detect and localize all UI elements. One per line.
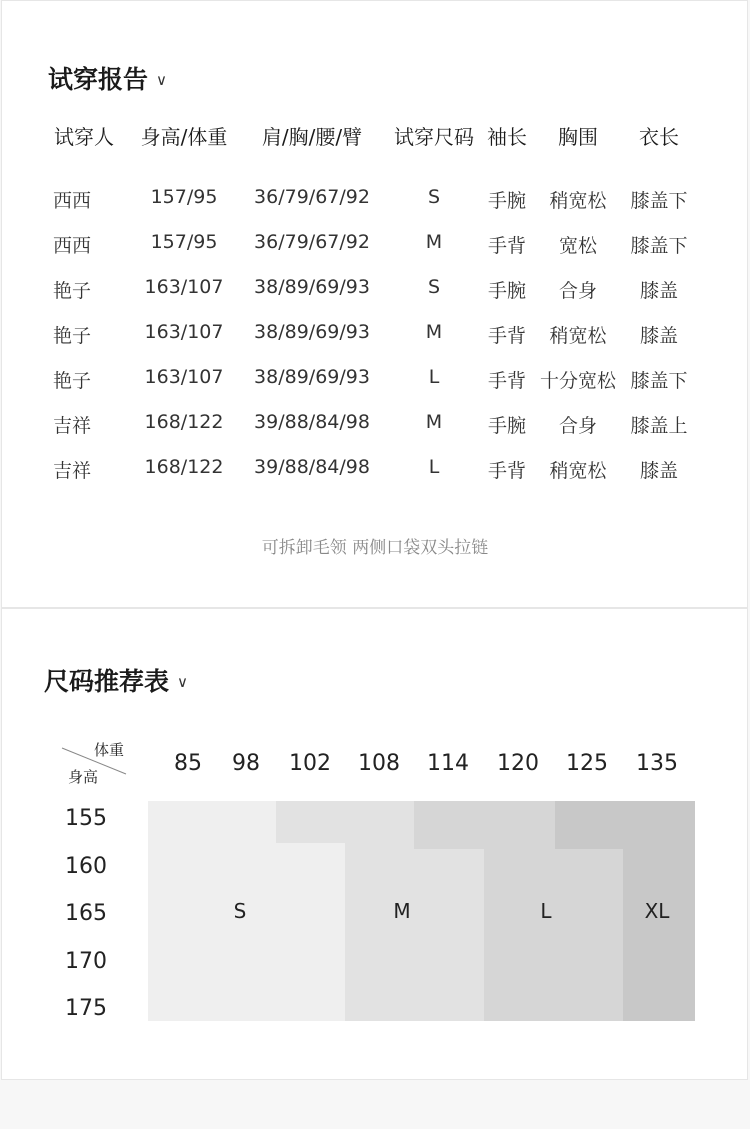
table-cell-tester: 西西 <box>52 190 92 212</box>
table-cell-body-measurements: 39/88/84/98 <box>254 411 370 433</box>
size-zone-m <box>345 843 484 1021</box>
table-cell-bust: 宽松 <box>558 235 598 257</box>
height-tick: 170 <box>65 949 107 974</box>
weight-tick: 102 <box>289 751 331 776</box>
table-cell-body-measurements: 39/88/84/98 <box>254 456 370 478</box>
size-chart-header[interactable] <box>44 662 188 698</box>
weight-tick: 98 <box>232 751 260 776</box>
weight-tick: 135 <box>636 751 678 776</box>
table-cell-tester: 西西 <box>52 235 92 257</box>
column-header-bust: 胸围 <box>558 125 598 149</box>
table-cell-tester: 吉祥 <box>52 460 92 482</box>
trial-report-header[interactable] <box>48 60 167 96</box>
chevron-down-icon[interactable]: ∨ <box>156 71 167 89</box>
size-zone-s <box>148 843 345 1021</box>
size-zone-m <box>276 801 414 843</box>
column-header-garment-length: 衣长 <box>639 125 679 149</box>
size-zone-label: L <box>540 899 552 923</box>
table-cell-bust: 合身 <box>558 415 598 437</box>
size-zone-label: M <box>393 899 411 923</box>
table-cell-garment-length: 膝盖 <box>639 460 679 482</box>
weight-axis-label: 体重 <box>94 741 125 759</box>
trial-report-title: 试穿报告 <box>48 65 149 94</box>
chevron-down-icon[interactable]: ∨ <box>177 673 188 691</box>
size-zone-l <box>484 849 623 1021</box>
size-chart-title: 尺码推荐表 <box>44 667 170 696</box>
size-zone-s <box>148 801 276 843</box>
size-zone-xl <box>555 801 695 849</box>
table-cell-trial-size: M <box>425 231 443 253</box>
weight-tick: 120 <box>497 751 539 776</box>
table-cell-sleeve-length: 手腕 <box>487 415 527 437</box>
footer-strip <box>0 1080 750 1129</box>
column-header-body-measurements: 肩/胸/腰/臂 <box>261 125 363 149</box>
column-header-tester: 试穿人 <box>54 125 114 149</box>
weight-tick: 85 <box>174 751 202 776</box>
table-cell-height-weight: 163/107 <box>144 366 224 388</box>
height-tick: 165 <box>65 901 107 926</box>
table-cell-sleeve-length: 手腕 <box>487 280 527 302</box>
weight-tick: 108 <box>358 751 400 776</box>
table-cell-sleeve-length: 手背 <box>487 235 527 257</box>
size-zone-xl <box>623 849 695 1021</box>
table-cell-body-measurements: 36/79/67/92 <box>254 231 370 253</box>
table-cell-tester: 艳子 <box>52 325 92 347</box>
table-cell-sleeve-length: 手背 <box>487 325 527 347</box>
weight-tick: 114 <box>427 751 469 776</box>
table-cell-garment-length: 膝盖 <box>639 280 679 302</box>
size-zone-label: S <box>233 899 247 923</box>
height-tick: 175 <box>65 996 107 1021</box>
table-cell-body-measurements: 38/89/69/93 <box>254 366 370 388</box>
table-cell-height-weight: 157/95 <box>150 231 218 253</box>
column-header-sleeve-length: 袖长 <box>487 125 527 149</box>
table-cell-body-measurements: 38/89/69/93 <box>254 321 370 343</box>
table-cell-bust: 十分宽松 <box>539 370 617 392</box>
table-cell-garment-length: 膝盖上 <box>630 415 688 437</box>
height-axis-label: 身高 <box>68 768 99 786</box>
weight-tick: 125 <box>566 751 608 776</box>
table-cell-sleeve-length: 手腕 <box>487 190 527 212</box>
table-cell-trial-size: L <box>428 456 440 478</box>
product-note: 可拆卸毛领 两侧口袋双头拉链 <box>261 538 489 558</box>
table-cell-garment-length: 膝盖下 <box>630 370 688 392</box>
table-cell-height-weight: 168/122 <box>144 411 224 433</box>
table-cell-height-weight: 163/107 <box>144 321 224 343</box>
table-cell-bust: 稍宽松 <box>549 460 607 482</box>
table-cell-trial-size: M <box>425 321 443 343</box>
size-zone-l <box>414 801 555 849</box>
table-cell-trial-size: S <box>427 276 441 298</box>
table-cell-tester: 艳子 <box>52 280 92 302</box>
column-header-height-weight: 身高/体重 <box>140 125 228 149</box>
table-cell-garment-length: 膝盖下 <box>630 190 688 212</box>
table-cell-bust: 稍宽松 <box>549 325 607 347</box>
table-cell-garment-length: 膝盖 <box>639 325 679 347</box>
table-cell-tester: 艳子 <box>52 370 92 392</box>
table-cell-trial-size: M <box>425 411 443 433</box>
table-cell-garment-length: 膝盖下 <box>630 235 688 257</box>
table-cell-bust: 合身 <box>558 280 598 302</box>
height-tick: 160 <box>65 854 107 879</box>
size-grid <box>148 801 695 1021</box>
column-header-trial-size: 试穿尺码 <box>394 125 474 149</box>
size-zone-label: XL <box>644 899 670 923</box>
table-cell-trial-size: L <box>428 366 440 388</box>
table-cell-height-weight: 168/122 <box>144 456 224 478</box>
table-cell-body-measurements: 36/79/67/92 <box>254 186 370 208</box>
table-cell-bust: 稍宽松 <box>549 190 607 212</box>
height-tick: 155 <box>65 806 107 831</box>
table-cell-sleeve-length: 手背 <box>487 370 527 392</box>
table-cell-trial-size: S <box>427 186 441 208</box>
table-cell-tester: 吉祥 <box>52 415 92 437</box>
table-cell-height-weight: 157/95 <box>150 186 218 208</box>
table-cell-height-weight: 163/107 <box>144 276 224 298</box>
table-cell-body-measurements: 38/89/69/93 <box>254 276 370 298</box>
table-cell-sleeve-length: 手背 <box>487 460 527 482</box>
